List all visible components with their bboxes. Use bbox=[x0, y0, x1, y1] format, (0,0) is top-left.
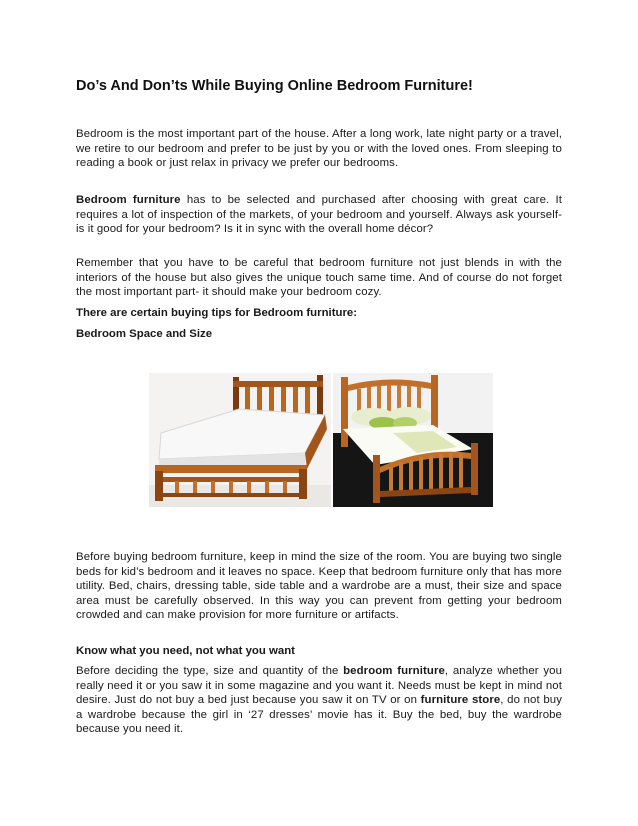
page-title: Do’s And Don’ts While Buying Online Bedroom Furniture! bbox=[76, 78, 473, 94]
intro-paragraph: Bedroom is the most important part of the house. After a long work, late night party or a travel, we retire to our bedroom and prefer to be just by you or with the loved ones. From sleeping to reading a book or just relax in privacy we prefer our bedrooms. bbox=[76, 128, 562, 170]
furniture-paragraph bbox=[76, 193, 562, 237]
furniture-paragraph-text: has to be selected and purchased after choosing with great care. It requires a lot of inspection of the markets, of your bedroom and yourself. Always ask yourself- is it good for your bedroom? Is it in sync with the overall home décor? bbox=[76, 194, 562, 236]
need-want-text-2: , analyze whether you really need it or you saw it in some magazine and you want it. Needs must be kept in mind not desire. Just do not buy a bed just because you saw it on TV or on bbox=[76, 665, 562, 707]
bed-photo-left bbox=[149, 373, 331, 507]
furniture-store-bold: furniture store bbox=[420, 694, 501, 707]
bed-photo-right bbox=[333, 373, 493, 507]
bedroom-furniture-bold-2: bedroom furniture bbox=[343, 665, 445, 677]
tips-heading: There are certain buying tips for Bedroom furniture: bbox=[76, 307, 358, 319]
interiors-paragraph: Remember that you have to be careful that bedroom furniture not just blends in with the interiors of the house but also gives the unique touch same time. And of course do not forget the most important part- it should make your bedroom cozy. bbox=[76, 257, 562, 299]
need-want-text-1: Before deciding the type, size and quantity of the bbox=[76, 665, 344, 677]
space-size-paragraph: Before buying bedroom furniture, keep in mind the size of the room. You are buying two single beds for kid’s bedroom and it leaves no space. Keep that bedroom furniture only that has more utility. Bed, chairs, dressing table, side table and a wardrobe are a must, their size and space area must be carefully observed. In this way you can prevent from getting your bedroom crowded and can make provision for more furniture or artifacts. bbox=[76, 551, 562, 622]
need-want-text-3: , do not buy a wardrobe because the girl in ‘27 dresses’ movie has it. Buy the bed, buy the wardrobe because you need it. bbox=[76, 694, 562, 736]
need-want-paragraph bbox=[76, 664, 562, 737]
bedroom-furniture-bold: Bedroom furniture bbox=[76, 194, 181, 206]
bed-photos bbox=[149, 373, 493, 507]
need-want-heading: Know what you need, not what you want bbox=[76, 645, 295, 657]
space-size-heading: Bedroom Space and Size bbox=[76, 328, 213, 340]
